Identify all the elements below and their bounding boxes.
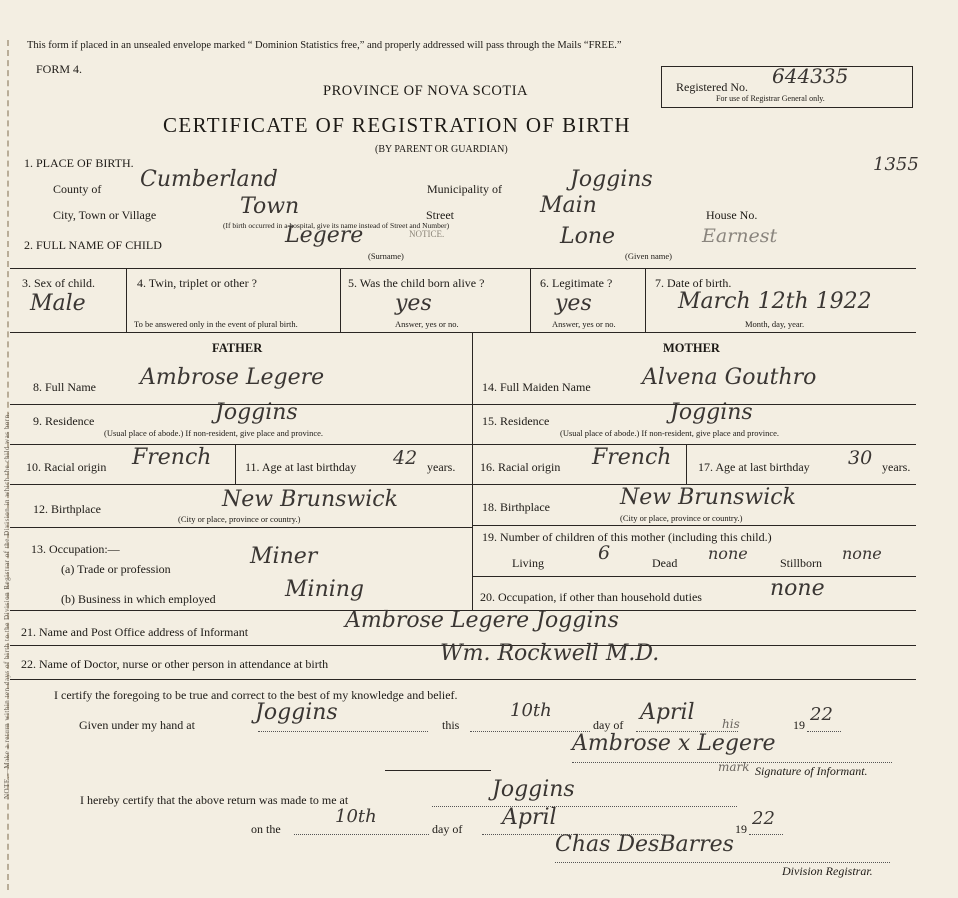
dob-note: Month, day, year. <box>745 319 805 329</box>
city-value: Town <box>240 194 300 219</box>
page-subtitle: (BY PARENT OR GUARDIAN) <box>375 144 508 155</box>
alive-value: yes <box>395 291 432 316</box>
mother-racial-value: French <box>592 445 672 470</box>
given-year-prefix: 19 <box>793 718 805 732</box>
given-label: Given under my hand at <box>79 718 195 732</box>
mother-age-value: 30 <box>848 447 873 469</box>
father-birthplace-label: 12. Birthplace <box>33 502 101 516</box>
registrar-day: 10th <box>335 806 377 827</box>
dob-value: March 12th 1922 <box>678 289 872 314</box>
signature-caption: Signature of Informant. <box>755 764 868 778</box>
street-value: Main <box>540 193 597 218</box>
father-residence-label: 9. Residence <box>33 414 95 428</box>
mother-occupation-label: 20. Occupation, if other than household duties <box>480 590 702 604</box>
place-of-birth-label: 1. PLACE OF BIRTH. <box>24 156 134 170</box>
alive-label: 5. Was the child born alive ? <box>348 276 485 290</box>
business-label: (b) Business in which employed <box>61 592 216 606</box>
father-name-label: 8. Full Name <box>33 380 96 394</box>
municipality-value: Joggins <box>570 167 653 192</box>
informant-signature: Ambrose x Legere <box>572 731 776 756</box>
mother-residence-note: (Usual place of abode.) If non-resident, give place and province. <box>560 428 780 438</box>
given-year: 22 <box>810 704 833 725</box>
trade-label: (a) Trade or profession <box>61 562 171 576</box>
mother-heading: MOTHER <box>663 341 720 355</box>
mother-residence-label: 15. Residence <box>482 414 550 428</box>
child-name-label: 2. FULL NAME OF CHILD <box>24 238 162 252</box>
doctor-value: Wm. Rockwell M.D. <box>440 641 660 666</box>
given-day: 10th <box>510 700 552 721</box>
father-birthplace-value: New Brunswick <box>222 487 398 512</box>
father-birthplace-note: (City or place, province or country.) <box>178 514 301 524</box>
registrar-month: April <box>502 805 557 830</box>
hospital-note: (If birth occurred in a hospital, give its name instead of Street and Number) <box>223 221 450 230</box>
dead-label: Dead <box>652 556 678 570</box>
given-place: Joggins <box>255 700 338 725</box>
stillborn-value: none <box>842 544 882 563</box>
this-label: this <box>442 718 460 732</box>
given-month: April <box>640 700 695 725</box>
surname-caption: (Surname) <box>368 251 404 261</box>
mother-occupation-value: none <box>770 576 825 601</box>
page-title: CERTIFICATE OF REGISTRATION OF BIRTH <box>163 113 631 137</box>
father-heading: FATHER <box>212 341 263 355</box>
sex-value: Male <box>30 291 86 316</box>
street-label: Street <box>426 208 454 222</box>
mother-racial-label: 16. Racial origin <box>480 460 561 474</box>
father-residence-value: Joggins <box>215 400 298 425</box>
county-value: Cumberland <box>140 167 278 192</box>
mother-birthplace-value: New Brunswick <box>620 485 796 510</box>
county-label: County of <box>53 182 102 196</box>
registered-label: Registered No. <box>676 80 748 94</box>
father-years-label: years. <box>427 460 456 474</box>
alive-note: Answer, yes or no. <box>395 319 459 329</box>
stillborn-label: Stillborn <box>780 556 823 570</box>
living-value: 6 <box>598 542 611 564</box>
his-mark-above: his <box>722 717 740 731</box>
informant-value: Ambrose Legere Joggins <box>345 608 619 633</box>
registered-note: For use of Registrar General only. <box>716 94 825 103</box>
registrar-place: Joggins <box>492 777 575 802</box>
registrar-year-prefix: 19 <box>735 822 747 836</box>
child-given-name-extra: Earnest <box>702 225 778 247</box>
father-age-label: 11. Age at last birthday <box>245 460 357 474</box>
registrar-signature: Chas DesBarres <box>555 832 734 857</box>
mother-birthplace-label: 18. Birthplace <box>482 500 550 514</box>
registrar-year: 22 <box>752 808 775 829</box>
notice-heading: NOTICE. <box>409 229 445 239</box>
father-racial-label: 10. Racial origin <box>26 460 107 474</box>
child-surname: Legere <box>285 223 364 248</box>
dob-label: 7. Date of birth. <box>655 276 732 290</box>
twin-note: To be answered only in the event of plural birth. <box>134 319 298 329</box>
given-name-caption: (Given name) <box>625 251 672 261</box>
legitimate-label: 6. Legitimate ? <box>540 276 613 290</box>
registered-number: 644335 <box>772 64 849 88</box>
mother-residence-value: Joggins <box>670 400 753 425</box>
legitimate-value: yes <box>555 291 592 316</box>
living-label: Living <box>512 556 544 570</box>
corner-number: 1355 <box>873 154 919 175</box>
informant-label: 21. Name and Post Office address of Informant <box>21 625 249 639</box>
province-heading: PROVINCE OF NOVA SCOTIA <box>323 83 528 99</box>
dead-value: none <box>708 544 748 563</box>
mother-years-label: years. <box>882 460 911 474</box>
children-label: 19. Number of children of this mother (including this child.) <box>482 530 772 544</box>
registrar-statement: I hereby certify that the above return was made to me at <box>80 793 349 807</box>
mark-label: mark <box>718 760 750 774</box>
twin-label: 4. Twin, triplet or other ? <box>137 276 257 290</box>
occupation-label: 13. Occupation:— <box>31 542 120 556</box>
mother-age-label: 17. Age at last birthday <box>698 460 810 474</box>
child-given-name: Lone <box>560 224 616 249</box>
form-number: FORM 4. <box>36 62 83 76</box>
given-day-label: day of <box>593 718 624 732</box>
side-note: NOTE.—Make a return within ten days of birth to the Division Registrar of the Division in which the child was born. <box>3 412 11 799</box>
municipality-label: Municipality of <box>427 182 502 196</box>
certify-statement: I certify the foregoing to be true and correct to the best of my knowledge and belief. <box>54 688 458 702</box>
registrar-day-label: day of <box>432 822 463 836</box>
business-value: Mining <box>285 577 365 602</box>
doctor-label: 22. Name of Doctor, nurse or other person in attendance at birth <box>21 657 329 671</box>
mail-note: This form if placed in an unsealed envelope marked “ Dominion Statistics free,” and properly addressed will pass through the Mails “FREE.” <box>27 40 622 51</box>
sex-label: 3. Sex of child. <box>22 276 95 290</box>
mother-name-value: Alvena Gouthro <box>642 365 817 390</box>
father-residence-note: (Usual place of abode.) If non-resident, give place and province. <box>104 428 324 438</box>
house-label: House No. <box>706 208 758 222</box>
mother-name-label: 14. Full Maiden Name <box>482 380 591 394</box>
father-racial-value: French <box>132 445 212 470</box>
mother-birthplace-note: (City or place, province or country.) <box>620 513 743 523</box>
trade-value: Miner <box>250 544 318 569</box>
registrar-on-label: on the <box>251 822 281 836</box>
legitimate-note: Answer, yes or no. <box>552 319 616 329</box>
father-name-value: Ambrose Legere <box>140 365 325 390</box>
father-age-value: 42 <box>393 447 418 469</box>
city-label: City, Town or Village <box>53 208 157 222</box>
registrar-caption: Division Registrar. <box>782 864 873 878</box>
